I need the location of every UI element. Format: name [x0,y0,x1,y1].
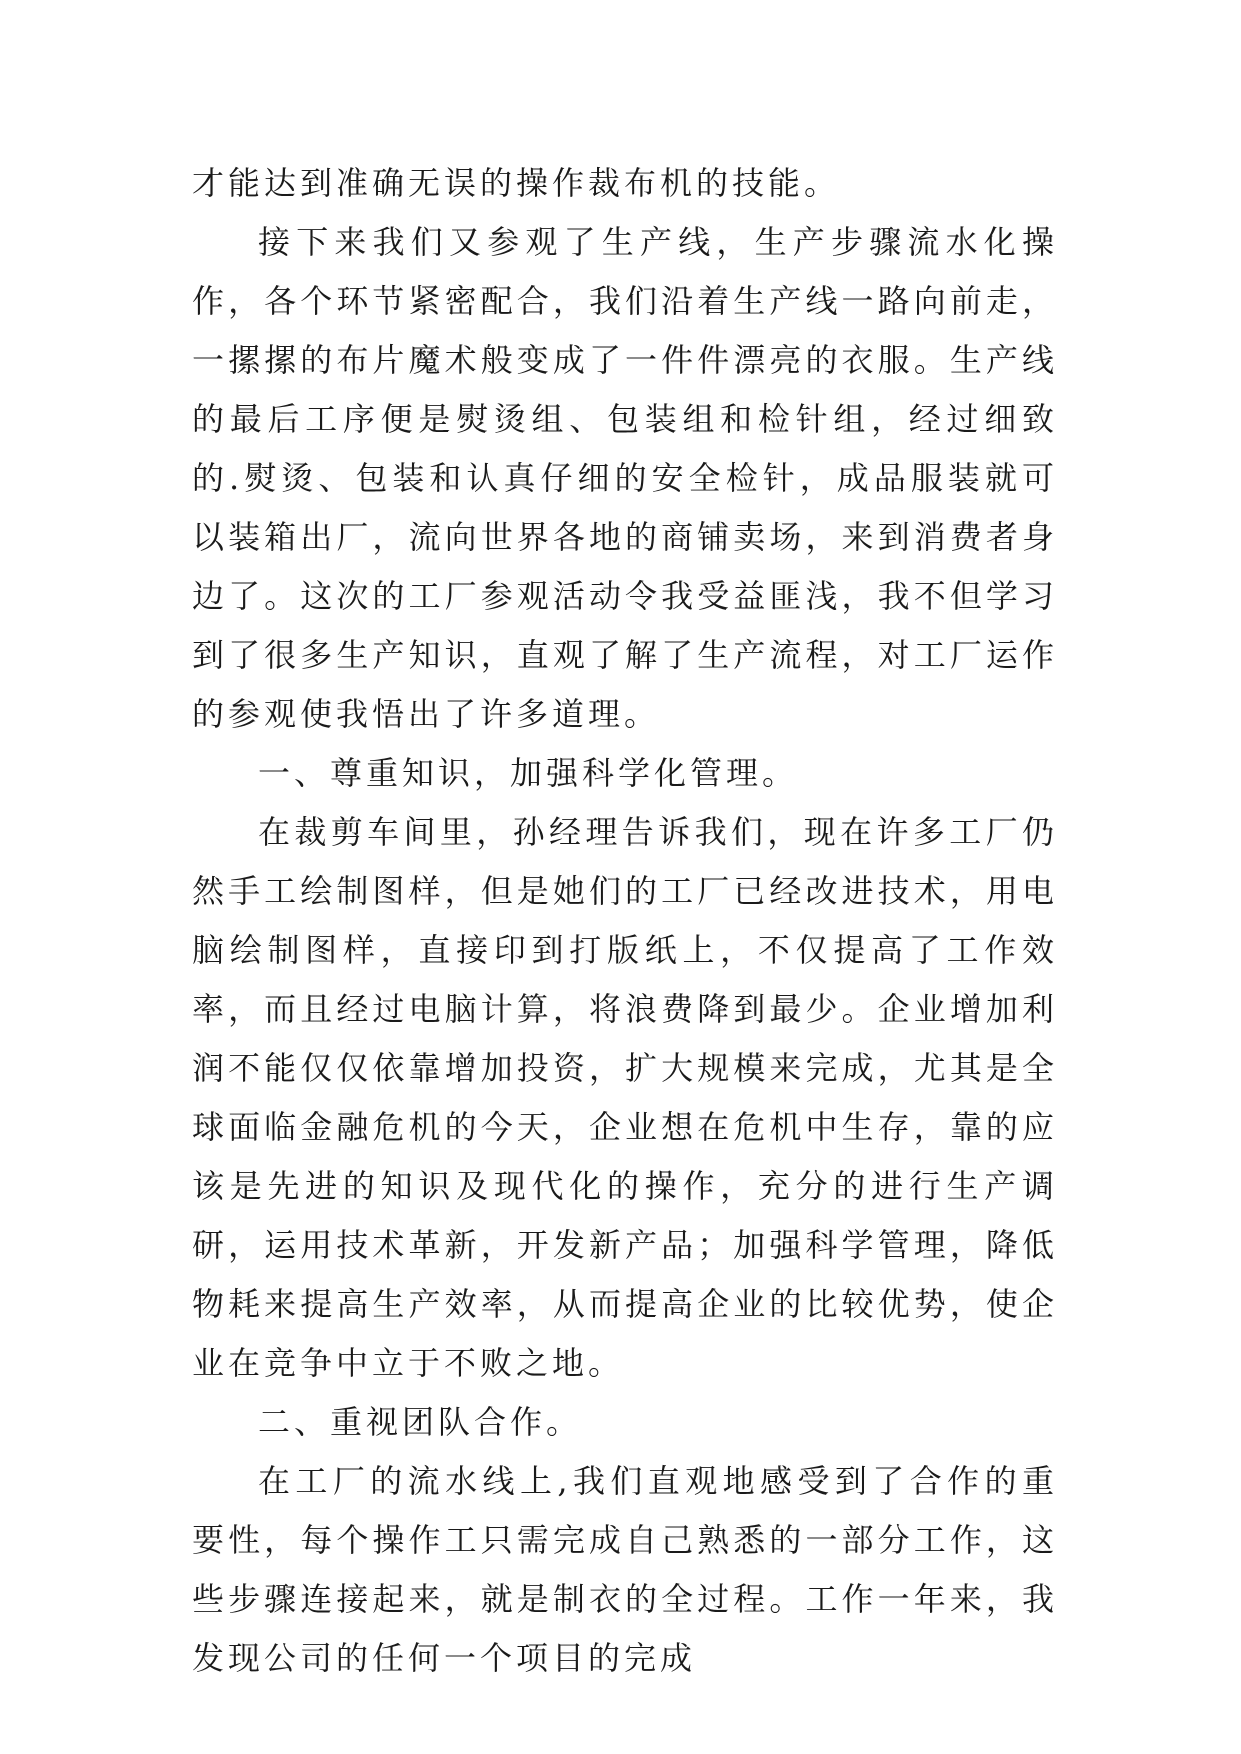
paragraph-production-line: 接下来我们又参观了生产线，生产步骤流水化操作，各个环节紧密配合，我们沿着生产线一路向前走，一摞摞的布片魔术般变成了一件件漂亮的衣服。生产线的最后工序便是熨烫组、包装组和检针组，经过细致的.熨烫、包装和认真仔细的安全检针，成品服装就可以装箱出厂，流向世界各地的商铺卖场，来到消费者身边了。这次的工厂参观活动令我受益匪浅，我不但学习到了很多生产知识，直观了解了生产流程，对工厂运作的参观使我悟出了许多道理。 [192,223,1058,733]
section-heading-respect-knowledge: 一、尊重知识，加强科学化管理。 [258,754,799,792]
document-body [192,154,1058,1688]
paragraph-cutting-workshop: 在裁剪车间里，孙经理告诉我们，现在许多工厂仍然手工绘制图样，但是她们的工厂已经改进技术，用电脑绘制图样，直接印到打版纸上，不仅提高了工作效率，而且经过电脑计算，将浪费降到最少。企业增加利润不能仅仅依靠增加投资，扩大规模来完成，尤其是全球面临金融危机的今天，企业想在危机中生存，靠的应该是先进的知识及现代化的操作，充分的进行生产调研，运用技术革新，开发新产品；加强科学管理，降低物耗来提高生产效率，从而提高企业的比较优势，使企业在竞争中立于不败之地。 [192,813,1058,1382]
paragraph-assembly-line: 在工厂的流水线上,我们直观地感受到了合作的重要性，每个操作工只需完成自己熟悉的一部分工作，这些步骤连接起来，就是制衣的全过程。工作一年来，我发现公司的任何一个项目的完成 [192,1462,1058,1677]
paragraph-continuation: 才能达到准确无误的操作裁布机的技能。 [192,164,841,202]
section-heading-teamwork: 二、重视团队合作。 [258,1403,583,1441]
